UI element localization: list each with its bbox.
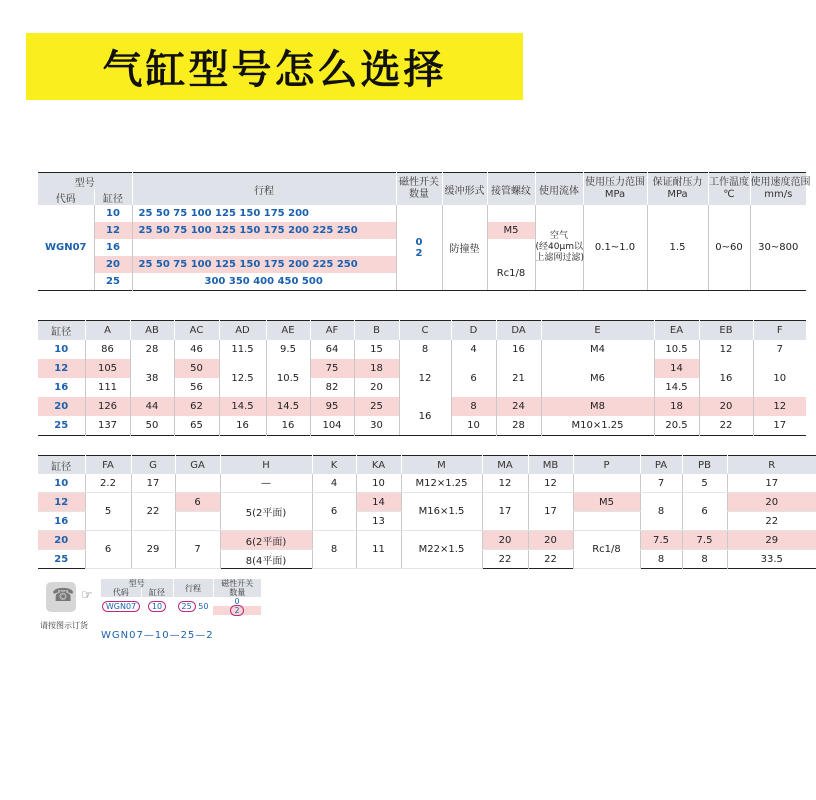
header-switch-b: 数量	[409, 189, 429, 200]
header-pressure	[583, 173, 647, 206]
fluid-line-3: 上滤网过滤)	[535, 253, 585, 263]
d2-cell: 2.2	[85, 474, 131, 493]
phone-icon	[46, 582, 76, 612]
d2-cell: 6	[175, 493, 220, 512]
d1-cell: 75	[310, 359, 354, 378]
stroke-row-16	[132, 239, 396, 256]
d1-bore: 16	[54, 382, 69, 393]
d1-cell: 16	[219, 416, 266, 436]
header-fluid: 使用流体	[535, 173, 583, 206]
d1-cell: 28	[130, 340, 174, 359]
d2-cell: —	[220, 474, 312, 493]
bore-25: 25	[94, 273, 132, 291]
d2-cell: 7.5	[682, 531, 727, 550]
d2-cell: M12×1.25	[401, 474, 482, 493]
switch-count-2: 2	[415, 247, 423, 259]
d1-cell: 104	[310, 416, 354, 436]
order-mini-table	[101, 579, 261, 615]
speed-value: 30~800	[750, 205, 806, 291]
fluid-line-2: (经40μm以	[535, 242, 583, 252]
d2-cell: 5(2平面)	[220, 493, 312, 531]
pressure-value: 0.1~1.0	[583, 205, 647, 291]
header-model: 型号	[38, 173, 132, 190]
d2-cell: M22×1.5	[401, 531, 482, 569]
d2-cell: M5	[573, 493, 640, 512]
d1-cell: 10	[451, 416, 496, 436]
title-banner	[26, 33, 523, 100]
d2-header-r: R	[727, 456, 816, 475]
d1-cell: 8	[451, 397, 496, 416]
d2-header-m: M	[401, 456, 482, 475]
d2-cell: 22	[482, 550, 528, 569]
d2-cell: 8	[640, 493, 682, 531]
d2-cell: 17	[131, 474, 175, 493]
stroke-row-25: 300 350 400 450 500	[132, 273, 396, 291]
d1-cell: 10	[753, 359, 806, 397]
d2-bore: 12	[38, 493, 85, 512]
d2-cell: 4	[312, 474, 356, 493]
d1-header-b: B	[354, 321, 399, 341]
d2-cell: 20	[482, 531, 528, 550]
order-switch-0: 0	[234, 597, 240, 606]
d1-cell: M8	[541, 397, 654, 416]
d2-cell: 13	[356, 512, 401, 531]
d2-header-p: P	[573, 456, 640, 475]
bore-16: 16	[94, 239, 132, 256]
fluid-line-1: 空气	[549, 231, 568, 241]
header-pressure-unit: MPa	[604, 189, 626, 200]
spec-table	[38, 172, 811, 291]
d1-cell: M4	[541, 340, 654, 359]
header-proof-unit: MPa	[667, 189, 688, 200]
header-switch-a: 磁性开关	[399, 177, 439, 188]
d2-header-k: K	[312, 456, 356, 475]
d1-cell: 46	[174, 340, 219, 359]
d1-cell: 12	[399, 359, 451, 397]
d1-cell: 10.5	[654, 340, 699, 359]
d1-header-ac: AC	[174, 321, 219, 341]
stroke-row-12: 25 50 75 100 125 150 175 200 225 250	[132, 222, 396, 239]
d1-row-20	[38, 397, 806, 416]
d1-row-12	[38, 359, 806, 378]
order-bore: 10	[148, 601, 166, 612]
d1-header-af: AF	[310, 321, 354, 341]
bore-20: 20	[94, 256, 132, 273]
d1-cell: 21	[496, 359, 541, 397]
bore-12: 12	[94, 222, 132, 239]
order-example-code: WGN07—10—25—2	[101, 630, 214, 641]
d2-cell: 29	[727, 531, 816, 550]
order-header-bore: 缸径	[141, 588, 173, 597]
d1-cell: 82	[310, 378, 354, 397]
d2-cell: 8	[312, 531, 356, 569]
order-header-code: 代码	[101, 588, 141, 597]
d1-cell: 15	[354, 340, 399, 359]
d1-header-da: DA	[496, 321, 541, 341]
d1-cell: 62	[174, 397, 219, 416]
d1-cell: 105	[85, 359, 130, 378]
d2-cell: 33.5	[727, 550, 816, 569]
d1-header-d: D	[451, 321, 496, 341]
header-pressure-label: 使用压力范围	[585, 177, 645, 188]
d1-cell: 16	[699, 359, 753, 397]
dimension-table-2	[38, 455, 816, 569]
d1-cell: 86	[85, 340, 130, 359]
d1-header-f: F	[753, 321, 806, 341]
d1-bore: 12	[38, 359, 85, 378]
page-title: 气缸型号怎么选择	[102, 47, 447, 93]
d1-cell: 11.5	[219, 340, 266, 359]
d1-cell: 137	[85, 416, 130, 436]
d2-header-h: H	[220, 456, 312, 475]
d2-cell: 8	[682, 550, 727, 569]
d1-cell: 12.5	[219, 359, 266, 397]
d1-row-10	[38, 340, 806, 359]
header-bore: 缸径	[94, 189, 132, 205]
d1-cell: 50	[174, 359, 219, 378]
d2-cell: 17	[727, 474, 816, 493]
header-switch	[396, 173, 442, 206]
d1-cell: 126	[85, 397, 130, 416]
header-stroke: 行程	[132, 173, 396, 206]
d1-cell: 28	[496, 416, 541, 436]
d1-cell: 16	[399, 397, 451, 436]
header-code: 代码	[38, 189, 94, 205]
d2-row-12	[38, 493, 816, 512]
d2-cell: 17	[528, 493, 573, 531]
header-temp-label: 工作温度	[709, 177, 749, 188]
d1-cell: 30	[354, 416, 399, 436]
d1-cell: 24	[496, 397, 541, 416]
d1-cell: 18	[354, 359, 399, 378]
d2-cell: 6	[682, 493, 727, 531]
d1-cell: 95	[310, 397, 354, 416]
order-stroke-b: 50	[198, 601, 209, 611]
d2-cell: 12	[528, 474, 573, 493]
d1-cell: 64	[310, 340, 354, 359]
header-proof-label: 保证耐压力	[652, 177, 703, 188]
d1-cell: 16	[266, 416, 310, 436]
d1-header-ad: AD	[219, 321, 266, 341]
d2-bore: 10	[38, 474, 85, 493]
d2-cell: 22	[131, 493, 175, 531]
d1-cell: 20.5	[654, 416, 699, 436]
d2-cell: 7.5	[640, 531, 682, 550]
d1-cell: 20	[354, 378, 399, 397]
order-switch-b: 数量	[229, 588, 246, 597]
d1-cell: 20	[699, 397, 753, 416]
d1-cell: 4	[451, 340, 496, 359]
d2-cell: 22	[727, 512, 816, 531]
d1-cell: 25	[354, 397, 399, 416]
order-switch-2: 2	[230, 605, 243, 616]
d1-cell: 7	[753, 340, 806, 359]
d1-bore: 10	[54, 344, 69, 355]
d1-header-a: A	[85, 321, 130, 341]
d2-header-g: G	[131, 456, 175, 475]
d2-cell: 6(2平面)	[220, 531, 312, 550]
d1-cell: 44	[130, 397, 174, 416]
d1-cell: 14.5	[266, 397, 310, 416]
d1-cell: 14.5	[219, 397, 266, 416]
switch-count-0: 0	[415, 236, 423, 248]
d1-cell: 18	[654, 397, 699, 416]
d2-cell: M16×1.5	[401, 493, 482, 531]
order-example	[38, 578, 368, 648]
d2-header-mb: MB	[528, 456, 573, 475]
temp-value: 0~60	[708, 205, 750, 291]
port-rc18: Rc1/8	[487, 256, 535, 291]
d2-row-20	[38, 531, 816, 550]
stroke-row-10: 25 50 75 100 125 150 175 200	[132, 205, 396, 222]
d2-header-pb: PB	[682, 456, 727, 475]
d1-bore: 20	[38, 397, 85, 416]
d1-header-ae: AE	[266, 321, 310, 341]
d1-cell: M10×1.25	[541, 416, 654, 436]
d2-bore: 20	[38, 531, 85, 550]
d2-row-10	[38, 474, 816, 493]
order-code: WGN07	[102, 601, 140, 612]
d2-cell: 29	[131, 531, 175, 569]
d2-cell: 8	[640, 550, 682, 569]
bore-10: 10	[94, 205, 132, 222]
header-speed	[750, 173, 811, 206]
order-header-stroke: 行程	[173, 579, 213, 597]
d2-cell: 5	[85, 493, 131, 531]
d2-header-ma: MA	[482, 456, 528, 475]
d1-header-eb: EB	[699, 321, 753, 341]
d2-cell: 14	[356, 493, 401, 512]
d1-cell: 6	[451, 359, 496, 397]
header-cushion: 缓冲形式	[442, 173, 487, 206]
d1-header-c: C	[399, 321, 451, 341]
d1-cell: 65	[174, 416, 219, 436]
d2-header-bore: 缸径	[38, 456, 85, 475]
d1-cell: 8	[399, 340, 451, 359]
order-stroke-a: 25	[178, 601, 196, 612]
order-switch-a: 磁性开关	[221, 579, 254, 588]
d2-cell: 20	[727, 493, 816, 512]
d1-cell: 14	[654, 359, 699, 378]
d1-cell: 50	[130, 416, 174, 436]
pointing-hand-icon: ☞	[81, 588, 93, 603]
d1-cell: 12	[699, 340, 753, 359]
d2-cell: 6	[85, 531, 131, 569]
d2-cell: 5	[682, 474, 727, 493]
header-proof	[647, 173, 708, 206]
dimension-table-1	[38, 320, 806, 436]
d1-cell: 22	[699, 416, 753, 436]
order-header-model: 型号	[101, 579, 173, 588]
header-temp-unit: ℃	[723, 189, 735, 200]
d2-cell: 11	[356, 531, 401, 569]
order-header-switch	[213, 579, 261, 597]
d2-cell: 12	[482, 474, 528, 493]
model-code: WGN07	[38, 205, 94, 291]
d1-cell: M6	[541, 359, 654, 397]
header-temp	[708, 173, 750, 206]
d2-cell: 6	[312, 493, 356, 531]
d1-cell: 12	[753, 397, 806, 416]
port-m5: M5	[487, 222, 535, 239]
header-speed-label: 使用速度范围	[750, 177, 811, 188]
d2-cell: 8(4平面)	[220, 550, 312, 569]
switch-count-cell	[396, 205, 442, 291]
d1-header-ab: AB	[130, 321, 174, 341]
d1-cell: 38	[130, 359, 174, 397]
d2-header-pa: PA	[640, 456, 682, 475]
d2-cell: 22	[528, 550, 573, 569]
fluid-value	[535, 205, 583, 291]
d1-cell: 10.5	[266, 359, 310, 397]
d1-cell: 16	[496, 340, 541, 359]
order-caption: 请按图示订货	[40, 621, 88, 630]
d2-cell: 17	[482, 493, 528, 531]
d1-cell: 111	[85, 378, 130, 397]
d2-header-ga: GA	[175, 456, 220, 475]
d1-header-bore: 缸径	[38, 321, 85, 341]
d2-cell: 7	[175, 531, 220, 569]
cushion-value: 防撞垫	[442, 205, 487, 291]
d2-cell: 20	[528, 531, 573, 550]
d2-bore: 16	[38, 512, 85, 531]
d1-bore: 25	[54, 420, 69, 431]
proof-value: 1.5	[647, 205, 708, 291]
d1-header-ea: EA	[654, 321, 699, 341]
d1-header-e: E	[541, 321, 654, 341]
d2-cell: 10	[356, 474, 401, 493]
header-port: 接管螺纹	[487, 173, 535, 206]
d1-cell: 9.5	[266, 340, 310, 359]
header-speed-unit: mm/s	[764, 189, 793, 200]
d2-header-fa: FA	[85, 456, 131, 475]
d2-cell: Rc1/8	[573, 531, 640, 569]
d1-cell: 17	[753, 416, 806, 436]
stroke-row-20: 25 50 75 100 125 150 175 200 225 250	[132, 256, 396, 273]
d2-cell: 7	[640, 474, 682, 493]
d1-cell: 56	[174, 378, 219, 397]
d2-bore: 25	[54, 553, 69, 565]
d1-cell: 14.5	[654, 378, 699, 397]
d2-header-ka: KA	[356, 456, 401, 475]
